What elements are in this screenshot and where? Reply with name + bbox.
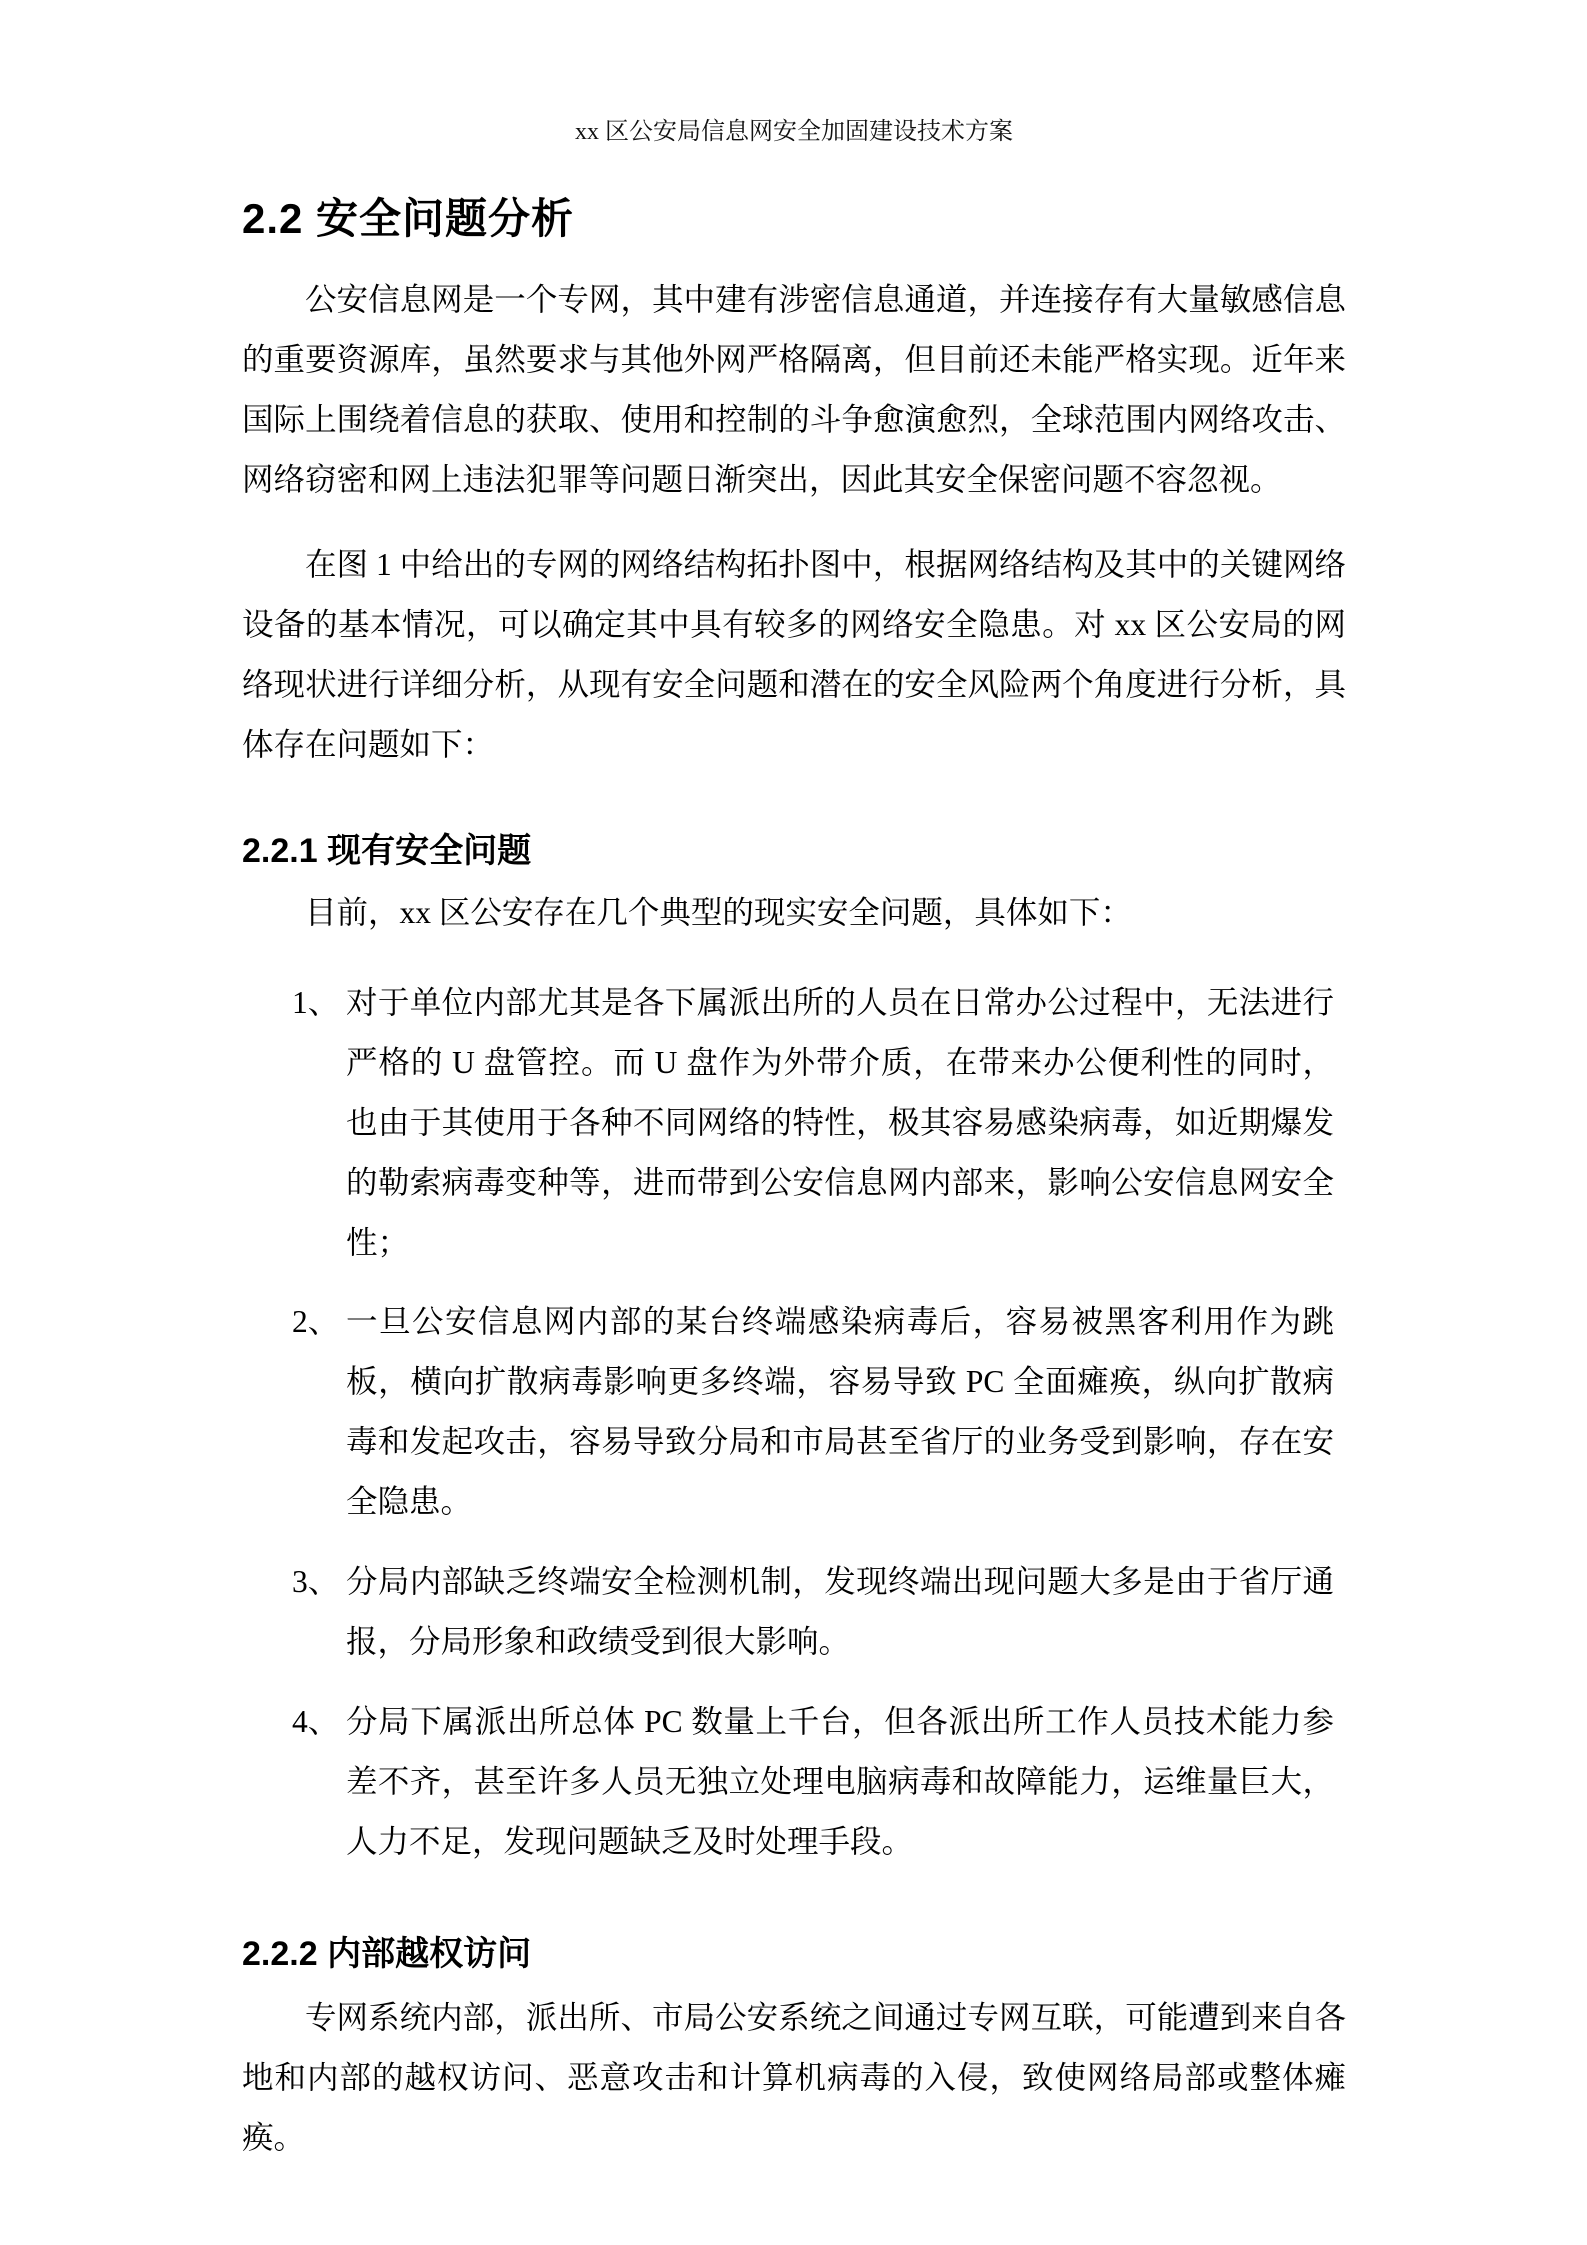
paragraph: 在图 1 中给出的专网的网络结构拓扑图中，根据网络结构及其中的关键网络设备的基本情况，可以确定其中具有较多的网络安全隐患。对 xx 区公安局的网络现状进行详细分析，从现有安全问题和潜在的安全风险两个角度进行分析，具体存在问题如下：: [242, 547, 1346, 762]
paragraph: 公安信息网是一个专网，其中建有涉密信息通道，并连接存有大量敏感信息的重要资源库，虽然要求与其他外网严格隔离，但目前还未能严格实现。近年来国际上围绕着信息的获取、使用和控制的斗争愈演愈烈，全球范围内网络攻击、网络窃密和网上违法犯罪等问题日渐突出，因此其安全保密问题不容忽视。: [242, 282, 1346, 497]
list-item-text: 分局下属派出所总体 PC 数量上千台，但各派出所工作人员技术能力参差不齐，甚至许多人员无独立处理电脑病毒和故障能力，运维量巨大，人力不足，发现问题缺乏及时处理手段。: [346, 1704, 1334, 1859]
list-item-number: 3、: [292, 1564, 340, 1599]
closing-paragraph: 专网系统内部，派出所、市局公安系统之间通过专网互联，可能遭到来自各地和内部的越权访问、恶意攻击和计算机病毒的入侵，致使网络局部或整体瘫痪。: [242, 2000, 1346, 2155]
list-item: [242, 973, 1334, 1273]
list-item: [242, 1292, 1334, 1532]
subsection-heading-2-2-1: 2.2.1 现有安全问题: [242, 832, 532, 870]
intro-paragraph: 目前，xx 区公安存在几个典型的现实安全问题，具体如下：: [305, 895, 1132, 930]
running-header-title: xx 区公安局信息网安全加固建设技术方案: [575, 119, 1013, 145]
list-item-number: 1、: [292, 985, 340, 1020]
list-item-number: 4、: [292, 1704, 340, 1739]
subsection-heading-2-2-2: 2.2.2 内部越权访问: [242, 1935, 532, 1973]
list-item-text: 对于单位内部尤其是各下属派出所的人员在日常办公过程中，无法进行严格的 U 盘管控。而 U 盘作为外带介质，在带来办公便利性的同时，也由于其使用于各种不同网络的特性，极其容易感染病毒，如近期爆发的勒索病毒变种等，进而带到公安信息网内部来，影响公安信息网安全性；: [346, 985, 1334, 1260]
list-item-text: 一旦公安信息网内部的某台终端感染病毒后，容易被黑客利用作为跳板，横向扩散病毒影响更多终端，容易导致 PC 全面瘫痪，纵向扩散病毒和发起攻击，容易导致分局和市局甚至省厅的业务受到影响，存在安全隐患。: [346, 1304, 1334, 1519]
section-heading: 2.2 安全问题分析: [242, 195, 575, 242]
list-item-text: 分局内部缺乏终端安全检测机制，发现终端出现问题大多是由于省厅通报，分局形象和政绩受到很大影响。: [346, 1564, 1334, 1659]
page-content: [242, 0, 1346, 2168]
list-item: [242, 1552, 1334, 1672]
list-item-number: 2、: [292, 1304, 340, 1339]
list-item: [242, 1692, 1334, 1872]
numbered-list: [242, 973, 1346, 1872]
